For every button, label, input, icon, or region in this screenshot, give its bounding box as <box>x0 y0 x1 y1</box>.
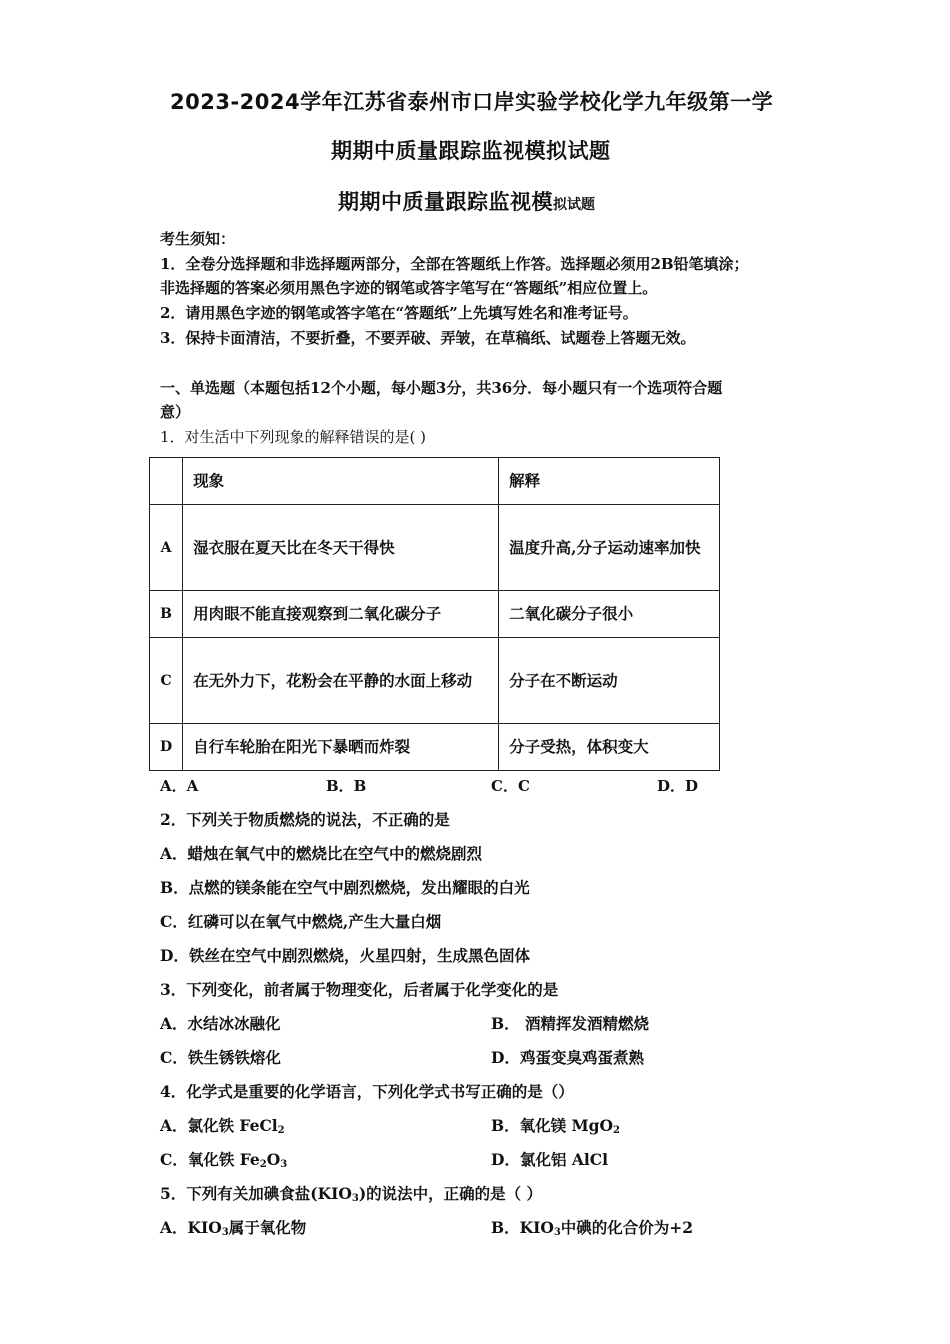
question-1-stem: 1．对生活中下列现象的解释错误的是( ) <box>160 428 427 446</box>
row-phenomenon: 自行车轮胎在阳光下暴晒而炸裂 <box>183 724 499 771</box>
table-row <box>150 638 720 724</box>
notice-item-1: 1．全卷分选择题和非选择题两部分，全部在答题纸上作答。选择题必须用2B铅笔填涂； <box>160 255 749 273</box>
q5-option-a-pre: A．KIO <box>160 1218 222 1237</box>
row-phenomenon: 用肉眼不能直接观察到二氧化碳分子 <box>183 591 499 638</box>
q5-option-b-post: 中碘的化合价为+2 <box>560 1218 694 1237</box>
q2-option-c[interactable]: C．红磷可以在氧气中燃烧,产生大量白烟 <box>160 912 442 931</box>
q4-option-b-text: B．氧化镁 MgO <box>491 1116 613 1135</box>
notice-item-1-cont: 非选择题的答案必须用黑色字迹的钢笔或答字笔写在“答题纸”相应位置上。 <box>160 279 658 297</box>
notice-item-2: 2．请用黑色字迹的钢笔或答字笔在“答题纸”上先填写姓名和准考证号。 <box>160 304 638 322</box>
q5-stem-sub: 3 <box>351 1193 359 1204</box>
title-line-3-main: 期期中质量跟踪监视模 <box>338 190 553 214</box>
q4-option-c-mid: O <box>266 1150 281 1169</box>
table-header-explanation: 解释 <box>499 458 720 505</box>
table-row <box>150 591 720 638</box>
q4-option-a-sub: 2 <box>277 1125 285 1136</box>
q5-option-b-sub: 3 <box>553 1227 561 1238</box>
question-5-stem <box>160 1182 542 1204</box>
q5-stem-post: )的说法中，正确的是（ ） <box>358 1184 543 1203</box>
q2-option-a[interactable]: A．蜡烛在氧气中的燃烧比在空气中的燃烧剧烈 <box>160 844 483 863</box>
q5-option-b-pre: B．KIO <box>491 1218 554 1237</box>
q5-stem-pre: 5．下列有关加碘食盐(KIO <box>160 1184 352 1203</box>
q1-option-b[interactable]: B．B <box>326 777 367 795</box>
q3-option-b[interactable]: B． 酒精挥发酒精燃烧 <box>491 1014 649 1033</box>
q2-option-b[interactable]: B．点燃的镁条能在空气中剧烈燃烧，发出耀眼的白光 <box>160 878 530 897</box>
row-phenomenon: 在无外力下，花粉会在平静的水面上移动 <box>183 638 499 724</box>
row-letter: B <box>150 591 183 638</box>
row-explanation: 温度升高,分子运动速率加快 <box>499 505 720 591</box>
row-explanation: 分子在不断运动 <box>499 638 720 724</box>
title-line-2: 期期中质量跟踪监视模拟试题 <box>331 139 611 163</box>
q1-option-a[interactable]: A．A <box>160 777 199 795</box>
q4-option-a[interactable] <box>160 1114 285 1136</box>
q4-option-c[interactable] <box>160 1148 287 1170</box>
q5-option-a-post: 属于氧化物 <box>228 1218 307 1237</box>
q4-option-c-text: C．氧化铁 Fe <box>160 1150 260 1169</box>
title-line-3 <box>338 186 595 216</box>
q4-option-b[interactable] <box>491 1114 620 1136</box>
question-3-stem: 3．下列变化，前者属于物理变化，后者属于化学变化的是 <box>160 980 559 999</box>
title-line-1: 2023-2024学年江苏省泰州市口岸实验学校化学九年级第一学 <box>170 90 774 114</box>
q2-option-d[interactable]: D．铁丝在空气中剧烈燃烧，火星四射，生成黑色固体 <box>160 946 530 965</box>
q4-option-b-sub: 2 <box>613 1125 620 1136</box>
row-letter: C <box>150 638 183 724</box>
notice-item-3: 3．保持卡面清洁，不要折叠，不要弄破、弄皱，在草稿纸、试题卷上答题无效。 <box>160 329 696 347</box>
q3-option-d[interactable]: D．鸡蛋变臭鸡蛋煮熟 <box>491 1048 644 1067</box>
question-2-stem: 2．下列关于物质燃烧的说法，不正确的是 <box>160 810 450 829</box>
q5-option-b[interactable] <box>491 1216 693 1238</box>
q4-option-a-text: A．氯化铁 FeCl <box>160 1116 278 1135</box>
table-row <box>150 724 720 771</box>
table-header-row <box>150 458 720 505</box>
title-line-3-small: 拟试题 <box>553 197 595 213</box>
table-header-letter <box>150 458 183 505</box>
row-letter: D <box>150 724 183 771</box>
q5-option-a-sub: 3 <box>221 1227 229 1238</box>
q3-option-c[interactable]: C．铁生锈铁熔化 <box>160 1048 281 1067</box>
q5-option-a[interactable] <box>160 1216 306 1238</box>
table-header-phenomenon: 现象 <box>183 458 499 505</box>
row-phenomenon: 湿衣服在夏天比在冬天干得快 <box>183 505 499 591</box>
notice-heading: 考生须知： <box>160 230 236 248</box>
question-1-table <box>149 457 720 771</box>
q1-option-c[interactable]: C．C <box>491 777 530 795</box>
q3-option-a[interactable]: A．水结冰冰融化 <box>160 1014 281 1033</box>
q1-option-d[interactable]: D．D <box>657 777 699 795</box>
row-letter: A <box>150 505 183 591</box>
row-explanation: 二氧化碳分子很小 <box>499 591 720 638</box>
section-heading-cont: 意） <box>160 403 191 421</box>
section-heading: 一、单选题（本题包括12个小题，每小题3分，共36分．每小题只有一个选项符合题 <box>160 379 723 397</box>
q4-option-d-text: D．氯化铝 AlCl <box>491 1150 608 1169</box>
q4-option-d[interactable] <box>491 1148 608 1170</box>
row-explanation: 分子受热，体积变大 <box>499 724 720 771</box>
q4-option-c-sub2: 3 <box>280 1159 288 1170</box>
question-4-stem: 4．化学式是重要的化学语言，下列化学式书写正确的是（） <box>160 1082 574 1101</box>
q4-option-c-sub: 2 <box>259 1159 267 1170</box>
table-row <box>150 505 720 591</box>
